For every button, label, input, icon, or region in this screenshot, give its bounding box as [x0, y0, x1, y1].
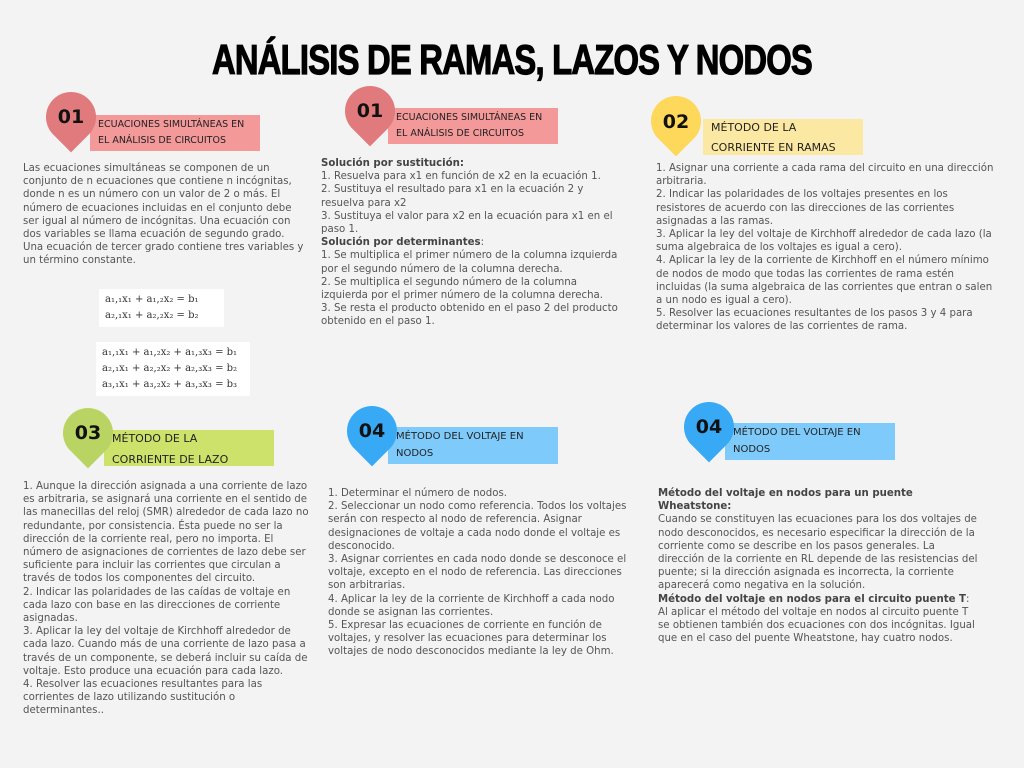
step: 4. Resolver las ecuaciones resultantes para las corrientes de lazo utilizando sustitución o determinantes..	[23, 679, 263, 717]
step: 3. Se resta el producto obtenido en el paso 2 del producto obtenido en el paso 1.	[321, 303, 618, 328]
step: 1. Resuelva para x1 en función de x2 en la ecuación 1.	[321, 171, 601, 183]
equation-system-3x3	[96, 342, 250, 396]
heading-line2: EL ANÁLISIS DE CIRCUITOS	[98, 135, 226, 146]
step: 2. Indicar las polaridades de los voltajes presentes en los resistores de acuerdo con las direcciones de las corrientes asignadas a las ramas.	[656, 189, 955, 227]
section-body	[656, 162, 996, 334]
step: 5. Expresar las ecuaciones de corriente en función de voltajes, y resolver las ecuaciones para determinar los voltajes de nodo desconocidos mediante la ley de Ohm.	[328, 620, 614, 658]
heading-line1: MÉTODO DEL VOLTAJE EN	[733, 427, 861, 438]
heading-line1: MÉTODO DE LA	[112, 432, 198, 445]
heading-line2: CORRIENTE EN RAMAS	[711, 141, 836, 154]
heading-line1: MÉTODO DEL VOLTAJE EN	[396, 431, 524, 442]
section-header-band	[725, 423, 895, 460]
heading-line2: NODOS	[733, 444, 771, 455]
step: 3. Aplicar la ley del voltaje de Kirchhoff alrededor de cada lazo (la suma algebraica de los voltajes es igual a cero).	[656, 229, 992, 254]
step: 4. Aplicar la ley de la corriente de Kirchhoff a cada nodo donde se asignan las corrientes.	[328, 593, 615, 618]
section-number: 04	[695, 416, 723, 438]
paragraph: Una ecuación de tercer grado contiene tres variables y un término constante.	[23, 242, 304, 267]
section-header-band	[388, 427, 558, 464]
section-header-band	[703, 119, 863, 155]
heading-line2: NODOS	[396, 448, 434, 459]
subheading: Método del voltaje en nodos para un puente Wheatstone:	[658, 488, 913, 513]
step: 1. Aunque la dirección asignada a una corriente de lazo es arbitraria, se asignará una corriente en el sentido de las manecillas del reloj (SMR) alrededor de cada lazo no redundante, por consistencia. Ésta puede no ser la dirección de la corriente real, pero no importa. El número de asignaciones de corrientes de lazo debe ser suficiente para incluir las corrientes que circulan a través de todos los componentes del circuito.	[23, 481, 309, 585]
page-title: ANÁLISIS DE RAMAS, LAZOS Y NODOS	[212, 36, 812, 83]
section-number: 04	[358, 420, 386, 442]
heading-line1: ECUACIONES SIMULTÁNEAS EN	[98, 119, 245, 130]
step: 1. Se multiplica el primer número de la columna izquierda por el segundo número de la columna derecha.	[321, 250, 618, 275]
step: 2. Se multiplica el segundo número de la columna izquierda por el primer número de la columna derecha.	[321, 276, 604, 302]
step: 2. Sustituya el resultado para x1 en la ecuación 2 y resuelva para x2	[321, 184, 584, 209]
equation: a₁,₁x₁ + a₁,₂x₂ = b₁	[105, 294, 199, 305]
step: 4. Aplicar la ley de la corriente de Kirchhoff en el número mínimo de nodos de modo que todas las corrientes de rama estén incluidas (la suma algebraica de las corrientes que entran o salen a un nodo es igual a cero).	[656, 255, 993, 307]
step: 3. Aplicar la ley del voltaje de Kirchhoff alrededor de cada lazo. Cuando más de una corriente de lazo pasa a través de un componente, se deberá incluir su caída de voltaje. Esto produce una ecuación para cada lazo.	[23, 626, 308, 677]
step: 3. Asignar corrientes en cada nodo donde se desconoce el voltaje, excepto en el nodo de referencia. Las direcciones son arbitrarias.	[328, 554, 627, 592]
section-number: 01	[356, 100, 384, 122]
section-body	[23, 162, 308, 268]
section-header-band	[388, 108, 558, 144]
equation: a₂,₁x₁ + a₂,₂x₂ + a₂,₃x₃ = b₂	[102, 363, 238, 374]
step: 2. Indicar las polaridades de las caídas de voltaje en cada lazo con base en las direcciones de corriente asignadas.	[23, 586, 291, 625]
section-header-band	[104, 430, 274, 466]
paragraph: Cuando se constituyen las ecuaciones para los dos voltajes de nodo desconocidos, es necesario especificar la dirección de la corriente como se describe en los pasos generales. La dirección de la corriente en RL depende de las resistencias del puente; si la dirección asignada es incorrecta, la corriente aparecerá como negativa en la solución.	[658, 514, 978, 592]
section-body	[658, 487, 978, 645]
section-number: 02	[662, 111, 690, 133]
step: 1. Asignar una corriente a cada rama del circuito en una dirección arbitraria.	[656, 163, 994, 188]
equation: a₁,₁x₁ + a₁,₂x₂ + a₁,₃x₃ = b₁	[102, 347, 238, 358]
subheading: Solución por determinantes	[321, 237, 481, 249]
section-body	[23, 480, 315, 718]
equation-system-2x2	[99, 289, 224, 327]
heading-line2: EL ANÁLISIS DE CIRCUITOS	[396, 128, 524, 139]
step: 3. Sustituya el valor para x2 en la ecuación para x1 en el paso 1.	[321, 210, 613, 236]
section-body	[328, 487, 638, 659]
section-body	[321, 157, 621, 329]
section-header-band	[90, 115, 260, 151]
step: 1. Determinar el número de nodos.	[328, 488, 508, 499]
colon: :	[965, 593, 970, 605]
step: 2. Seleccionar un nodo como referencia. Todos los voltajes serán con respecto al nodo de referencia. Asignar designaciones de voltaje a cada nodo donde el voltaje es desconocido.	[328, 501, 627, 552]
heading-line1: ECUACIONES SIMULTÁNEAS EN	[396, 112, 543, 123]
heading-line1: MÉTODO DE LA	[711, 121, 797, 134]
heading-line2: CORRIENTE DE LAZO	[112, 453, 229, 466]
step: 5. Resolver las ecuaciones resultantes de los pasos 3 y 4 para determinar los valores de las corrientes de rama.	[656, 308, 973, 333]
paragraph: Al aplicar el método del voltaje en nodos al circuito puente T se obtienen también dos ecuaciones con dos incógnitas. Igual que en el caso del puente Wheatstone, hay cuatro nodos.	[658, 606, 975, 645]
paragraph: Las ecuaciones simultáneas se componen de un conjunto de n ecuaciones que contiene n incógnitas, donde n es un número con un valor de 2 o más. El número de ecuaciones incluidas en el conjunto debe ser igual al número de incógnitas. Una ecuación con dos variables se llama ecuación de segundo grado.	[23, 163, 292, 241]
colon: :	[480, 237, 485, 249]
subheading: Solución por sustitución:	[321, 158, 464, 169]
subheading: Método del voltaje en nodos para el circuito puente T	[658, 593, 966, 605]
section-number: 01	[57, 106, 85, 128]
section-number: 03	[74, 422, 102, 444]
equation: a₂,₁x₁ + a₂,₂x₂ = b₂	[105, 310, 199, 321]
equation: a₃,₁x₁ + a₃,₂x₂ + a₃,₃x₃ = b₃	[102, 379, 238, 390]
